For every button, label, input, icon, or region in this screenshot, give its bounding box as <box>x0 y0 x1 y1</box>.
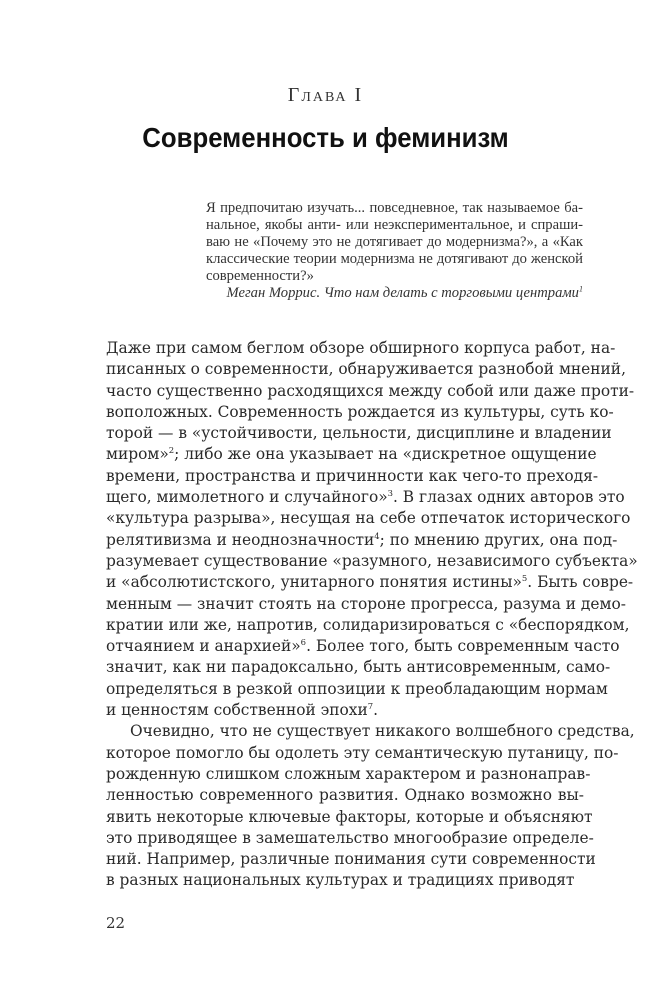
body-text-segment: писанных о современности, обнаруживается разнобой мнений, <box>106 360 626 379</box>
body-line <box>106 508 631 529</box>
body-text-segment: Очевидно, что не существует никакого волшебного средства, <box>130 722 635 741</box>
body-text-segment: это приводящее в замешательство многообразие определе- <box>106 828 594 847</box>
epigraph-attribution <box>206 285 583 302</box>
body-line <box>106 764 591 785</box>
page-number: 22 <box>106 914 126 932</box>
body-text-segment: рожденную слишком сложным характером и разнонаправ- <box>106 764 591 783</box>
body-text-segment: ; либо же она указывает на «дискретное ощущение <box>174 445 597 464</box>
body-text-segment: разумевает существование «разумного, независимого субъекта» <box>106 551 638 570</box>
body-text-segment: релятивизма и неоднозначности <box>106 530 375 549</box>
body-text-segment: часто существенно расходящихся между собой или даже проти- <box>106 381 635 400</box>
body-text-segment: . Более того, быть современным часто <box>306 637 620 656</box>
body-text-segment: . В глазах одних авторов это <box>393 488 625 507</box>
chapter-title: Современность и феминизм <box>142 122 509 153</box>
body-text-segment: и ценностям собственной эпохи <box>106 701 368 720</box>
footnote-marker: 2 <box>168 445 175 456</box>
epigraph-line: Я предпочитаю изучать... повседневное, так называемое ба- <box>206 200 583 216</box>
body-line <box>106 572 634 593</box>
body-text-segment: ленностью современного развития. Однако возможно вы- <box>106 786 584 805</box>
body-line <box>106 487 625 508</box>
body-line <box>106 657 611 678</box>
body-text-segment: воположных. Современность рождается из культуры, суть ко- <box>106 402 614 421</box>
body-text <box>106 338 638 892</box>
attribution-text: Меган Моррис. Что нам делать с торговыми центрами <box>226 285 579 301</box>
body-text-segment: отчаянием и анархией» <box>106 637 301 656</box>
body-line <box>106 466 599 487</box>
body-text-segment: в разных национальных культурах и традициях приводят <box>106 871 575 890</box>
body-line <box>106 530 618 551</box>
body-text-segment: торой — в «устойчивости, цельности, дисциплине и владении <box>106 424 612 443</box>
body-line <box>106 444 597 465</box>
body-text-segment: которое помогло бы одолеть эту семантическую путаницу, по- <box>106 743 619 762</box>
body-line <box>106 679 608 700</box>
body-line <box>106 870 584 891</box>
body-line <box>106 359 626 380</box>
body-line <box>106 402 614 423</box>
body-line <box>106 636 620 657</box>
body-text-segment: менным — значит стоять на стороне прогресса, разума и демо- <box>106 594 626 613</box>
body-text-segment: ний. Например, различные понимания сути современности <box>106 850 596 869</box>
body-line <box>106 700 584 721</box>
body-text-segment: «культура разрыва», несущая на себе отпечаток исторического <box>106 509 631 528</box>
body-text-segment: определяться в резкой оппозиции к преобладающим нормам <box>106 679 608 698</box>
epigraph-line: классические теории модернизма не дотягивают до женской <box>206 251 583 267</box>
body-text-segment: времени, пространства и причинности как чего-то преходя- <box>106 466 599 485</box>
body-text-segment: кратии или же, напротив, солидаризироваться с «беспорядком, <box>106 615 630 634</box>
epigraph-line: ваю не «Почему это не дотягивает до модернизма?», а «Как <box>206 234 583 250</box>
body-text-segment: . <box>373 701 379 720</box>
footnote-marker: 4 <box>374 530 380 541</box>
body-text-segment: явить некоторые ключевые факторы, которые и объясняют <box>106 807 593 826</box>
body-line <box>106 615 630 636</box>
body-text-segment: щего, мимолетного и случайного» <box>106 488 388 507</box>
epigraph-line: современности?» <box>206 268 314 284</box>
footnote-marker: 6 <box>300 637 307 648</box>
body-line <box>106 381 635 402</box>
body-text-segment: . Быть совре- <box>527 573 634 592</box>
epigraph-line: нальное, якобы анти- или неэкспериментальное, и спраши- <box>206 217 583 233</box>
body-line <box>106 338 616 359</box>
body-line <box>106 423 612 444</box>
body-line <box>106 721 635 742</box>
body-line <box>106 849 596 870</box>
body-line <box>106 551 638 572</box>
epigraph <box>206 200 583 302</box>
body-line <box>106 594 626 615</box>
footnote-marker: 3 <box>387 488 394 499</box>
footnote-marker: 1 <box>578 284 583 294</box>
body-line <box>106 807 593 828</box>
footnote-marker: 5 <box>521 573 528 584</box>
chapter-label: Глава I <box>287 84 364 106</box>
body-line <box>106 785 584 806</box>
body-line <box>106 743 619 764</box>
body-text-segment: ; по мнению других, она под- <box>379 530 618 549</box>
footnote-marker: 7 <box>367 701 374 712</box>
body-text-segment: Даже при самом беглом обзоре обширного корпуса работ, на- <box>106 339 616 357</box>
body-text-segment: и «абсолютистского, унитарного понятия истины» <box>106 573 522 592</box>
body-text-segment: миром» <box>106 445 169 464</box>
body-text-segment: значит, как ни парадоксально, быть антисовременным, само- <box>106 658 611 677</box>
body-line <box>106 828 594 849</box>
